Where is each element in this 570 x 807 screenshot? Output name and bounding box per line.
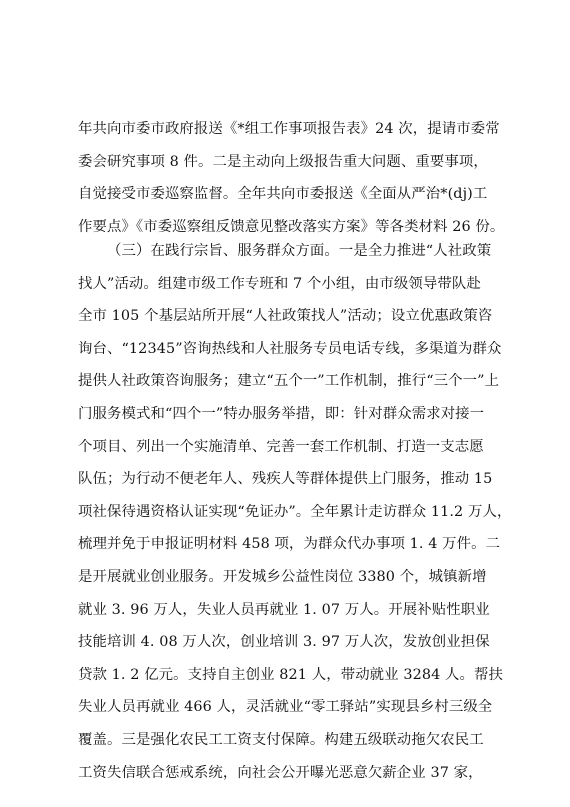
paragraph-line: 就业 3. 96 万人，失业人员再就业 1. 07 万人。开展补贴性职业: [78, 601, 490, 618]
paragraph-line: 贷款 1. 2 亿元。支持自主创业 821 人，带动就业 3284 人。帮扶: [78, 666, 504, 683]
paragraph-line: 委会研究事项 8 件。二是主动向上级报告重大问题、重要事项，: [78, 153, 488, 170]
paragraph-line: 项社保待遇资格认证实现“免证办”。全年累计走访群众 11.2 万人，: [78, 503, 512, 520]
paragraph-line: （三）在践行宗旨、服务群众方面。一是全力推进“人社政策: [107, 243, 492, 259]
paragraph-line: 年共向市委市政府报送《*组工作事项报告表》24 次，提请市委常: [78, 121, 500, 137]
paragraph-line: 全市 105 个基层站所开展“人社政策找人”活动；设立优惠政策咨: [78, 308, 493, 325]
paragraph-line: 队伍；为行动不便老年人、残疾人等群体提供上门服务，推动 15: [78, 471, 493, 488]
paragraph-2: [78, 235, 512, 789]
paragraph-line: 覆盖。三是强化农民工工资支付保障。构建五级联动拖欠农民工: [78, 731, 484, 748]
paragraph-line: 自觉接受市委巡察监督。全年共向市委报送《全面从严治*(dj)工: [78, 186, 488, 203]
paragraph-line: 个项目、列出一个实施清单、完善一套工作机制、打造一支志愿: [78, 438, 484, 455]
paragraph-line: 提供人社政策咨询服务；建立“五个一”工作机制，推行“三个一”上: [78, 373, 500, 390]
paragraph-line: 技能培训 4. 08 万人次，创业培训 3. 97 万人次，发放创业担保: [78, 634, 490, 651]
paragraph-line: 门服务模式和“四个一”特办服务举措，即：针对群众需求对接一: [78, 405, 485, 422]
paragraph-line: 作要点》《市委巡察组反馈意见整改落实方案》等各类材料 26 份。: [78, 218, 505, 235]
paragraph-line: 梳理并免于申报证明材料 458 项，为群众代办事项 1. 4 万件。二: [78, 536, 501, 553]
paragraph-line: 失业人员再就业 466 人，灵活就业“零工驿站”实现县乡村三级全: [78, 699, 493, 716]
paragraph-1: [78, 113, 505, 243]
paragraph-line: 是开展就业创业服务。开发城乡公益性岗位 3380 个，城镇新增: [78, 568, 487, 585]
paragraph-line: 找人”活动。组建市级工作专班和 7 个小组，由市级领导带队赴: [78, 275, 481, 292]
paragraph-line: 询台、“12345”咨询热线和人社服务专员电话专线，多渠道为群众: [78, 340, 502, 357]
paragraph-line: 工资失信联合惩戒系统，向社会公开曝光恶意欠薪企业 37 家，: [78, 764, 483, 781]
